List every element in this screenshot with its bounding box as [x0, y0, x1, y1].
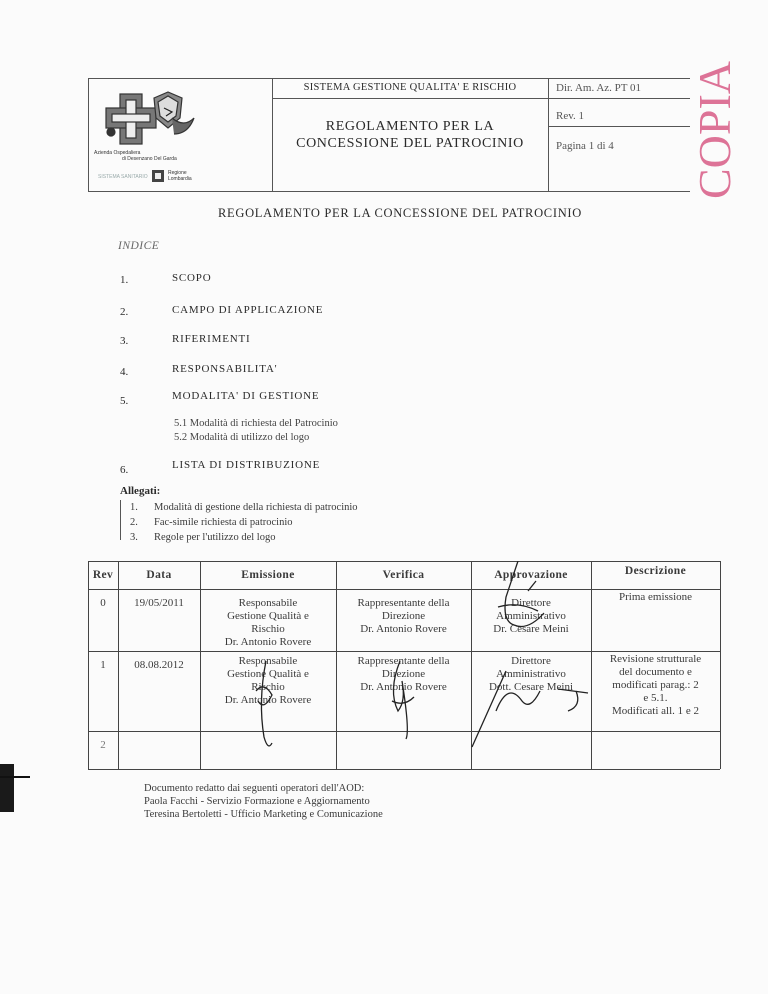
toc-num: 5. — [120, 395, 129, 407]
document-header — [88, 78, 690, 192]
logo-region-line2: Lombardia — [168, 176, 192, 182]
logo-caption-left: SISTEMA SANITARIO — [98, 174, 148, 180]
subsection-item: 5.2 Modalità di utilizzo del logo — [174, 432, 310, 443]
cell-data: 08.08.2012 — [134, 659, 184, 671]
toc-num: 6. — [120, 464, 129, 476]
logo-region-line1: Regione — [168, 170, 187, 176]
page-title: REGOLAMENTO PER LA CONCESSIONE DEL PATROCINIO — [217, 206, 583, 220]
copia-stamp: COPIA — [689, 60, 740, 199]
attachments-title: Allegati: — [120, 485, 161, 497]
cell-rev: 2 — [100, 739, 106, 751]
toc-item: MODALITA' DI GESTIONE — [172, 390, 320, 402]
toc-item: CAMPO DI APPLICAZIONE — [172, 304, 324, 316]
cell-verifica: Rappresentante della Direzione Dr. Antonio Rovere — [357, 655, 450, 693]
scan-artifact — [0, 764, 14, 812]
signatures-icon — [88, 561, 720, 769]
attachment-item: 2. Fac-simile richiesta di patrocinio — [130, 517, 293, 528]
cell-descrizione: Revisione strutturale del documento e modificati parag.: 2 e 5.1. Modificati all. 1 e 2 — [609, 653, 702, 717]
col-header-data: Data — [146, 569, 172, 581]
cell-approvazione: Direttore Amministrativo Dr. Cesare Meini — [493, 597, 569, 635]
header-title-line1: REGOLAMENTO PER LA — [325, 119, 495, 134]
document-footer — [144, 782, 383, 821]
col-header-rev: Rev — [92, 569, 114, 581]
toc-num: 1. — [120, 274, 129, 286]
toc-item: LISTA DI DISTRIBUZIONE — [172, 459, 321, 471]
cell-emissione: Responsabile Gestione Qualità e Rischio Dr. Antonio Rovere — [224, 655, 312, 706]
col-header-descrizione: Descrizione — [624, 565, 687, 577]
footer-line1: Documento redatto dai seguenti operatori dell'AOD: — [144, 783, 365, 794]
logo-caption-line1: Azienda Ospedaliera — [94, 150, 141, 156]
header-title — [274, 118, 546, 152]
cell-approvazione: Direttore Amministrativo Dott. Cesare Meini — [488, 655, 573, 693]
region-logo-icon — [152, 170, 164, 182]
cell-verifica: Rappresentante della Direzione Dr. Antonio Rovere — [357, 597, 450, 635]
footer-line3: Teresina Bertoletti - Ufficio Marketing e Comunicazione — [144, 809, 383, 820]
cell-descrizione: Prima emissione — [618, 591, 693, 603]
cell-rev: 1 — [100, 659, 106, 671]
cell-emissione: Responsabile Gestione Qualità e Rischio Dr. Antonio Rovere — [224, 597, 312, 648]
col-header-verifica: Verifica — [382, 569, 425, 581]
hospital-logo — [94, 88, 224, 188]
toc-item: SCOPO — [172, 272, 212, 284]
header-title-line2: CONCESSIONE DEL PATROCINIO — [296, 136, 524, 151]
attachments-bracket — [120, 500, 121, 540]
toc-item: RIFERIMENTI — [172, 333, 251, 345]
toc-num: 4. — [120, 366, 129, 378]
index-label: INDICE — [118, 240, 160, 252]
footer-line2: Paola Facchi - Servizio Formazione e Aggiornamento — [144, 796, 370, 807]
col-header-approvazione: Approvazione — [494, 569, 568, 581]
attachment-item: 1. Modalità di gestione della richiesta di patrocinio — [130, 502, 358, 513]
col-header-emissione: Emissione — [241, 569, 295, 581]
cell-rev: 0 — [100, 597, 106, 609]
attachment-item: 3. Regole per l'utilizzo del logo — [130, 532, 276, 543]
toc-num: 3. — [120, 335, 129, 347]
subsection-item: 5.1 Modalità di richiesta del Patrocinio — [174, 418, 338, 429]
toc-num: 2. — [120, 306, 129, 318]
scan-artifact-line — [0, 776, 30, 778]
doc-code: Dir. Am. Az. PT 01 — [556, 82, 642, 94]
logo-caption-line2: di Desenzano Del Garda — [122, 156, 177, 162]
revision: Rev. 1 — [556, 110, 585, 122]
logo-emblem-icon — [98, 88, 208, 150]
system-name: SISTEMA GESTIONE QUALITA' E RISCHIO — [303, 82, 517, 93]
cell-data: 19/05/2011 — [134, 597, 184, 609]
toc-item: RESPONSABILITA' — [172, 363, 278, 375]
page-number: Pagina 1 di 4 — [556, 140, 614, 152]
